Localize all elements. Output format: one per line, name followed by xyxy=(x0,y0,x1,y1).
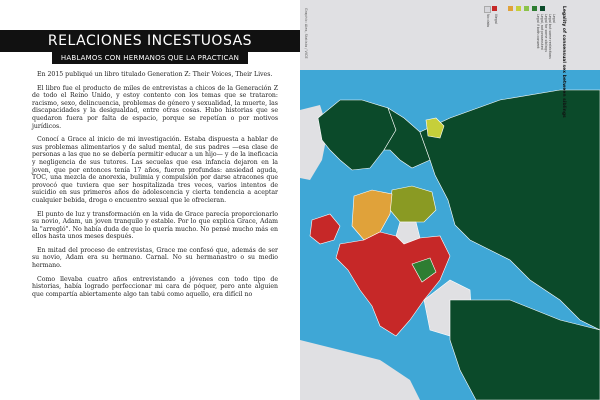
legend-label-some: Legal for some siblings xyxy=(544,14,548,52)
legend-swatch-nodata xyxy=(484,6,491,13)
article-title: RELACIONES INCESTUOSAS xyxy=(0,30,300,52)
paragraph-1: En 2015 publiqué un libro titulado Generation Z: Their Voices, Their Lives. xyxy=(37,71,273,78)
map-credit: Graphic: Alex, Statista / VICE xyxy=(304,8,308,59)
paragraph-6: Como llevaba cuatro años entrevistando a jóvenes con todo tipo de historias, había logrado perfeccionar mi cara de póquer, pero ante alguien que compartía abiertamente algo tan tabú como aquello, era difícil no xyxy=(32,275,278,298)
legend-swatch-not-prosecuted xyxy=(516,6,521,11)
legend-label-illegal: Illegal xyxy=(494,14,498,24)
paragraph-2: El libro fue el producto de miles de entrevistas a chicos de la Generación Z de todo el Reino Unido, y estoy contento con los temas que se trataron: racismo, sexo, delincuencia, problemas de género y sexualidad, la muerte, las discapacidades y la desigualdad, entre otras cosas. Hubo historias que se quedaron fuera por falta de espacio, porque se repetían o por motivos jurídicos. xyxy=(32,84,278,130)
legend-swatch-illegal xyxy=(492,6,497,11)
map-legend xyxy=(482,6,594,118)
legend-title: Legality of consensual sex between siblings xyxy=(561,6,566,118)
legend-swatch-restrictions xyxy=(532,6,537,11)
legend-swatch-consent xyxy=(508,6,513,11)
legend-swatch-legal xyxy=(540,6,545,11)
paragraph-4: El punto de luz y transformación en la vida de Grace parecía proporcionarlo su novio, Adam, un joven tranquilo y estable. Por lo que explica Grace, Adam la "arregló". No había duda de que lo quería mucho. No pensé mucho más en ellos hasta unos meses después. xyxy=(32,210,278,241)
country-olive xyxy=(390,186,436,222)
legend-label-restrictions: Legal but some restrictions xyxy=(548,14,552,59)
legend-label-nodata: No data xyxy=(486,14,490,27)
legend-label-not-prosecuted: Legal, not prosecuted xyxy=(540,14,544,50)
paragraph-3: Conocí a Grace al inicio de mi investigación. Estaba dispuesta a hablar de sus problemas alimentarios y de salud mental, de sus padres —esa clase de personas a las que no se debería permitir educar a un hijo— y de la ineficacia y negligencia de sus tutores. Las secuelas que esa infancia dejaron en la joven, que por entonces tenía 17 años, fueron profundas: ansiedad aguda, TOC, una mezcla de anorexia, bulimia y compulsión por darse atracones que provocó que tuviera que ser hospitalizada tres veces, varios intentos de suicidio en sus primeros años de adolescencia y cierta tendencia a aceptar cualquier bebida, droga o encuentro sexual que le ofrecieran. xyxy=(32,136,278,204)
legend-label-legal: Legal xyxy=(552,14,556,23)
article-subtitle: HABLAMOS CON HERMANOS QUE LA PRACTICAN xyxy=(52,52,248,64)
legend-swatch-some xyxy=(524,6,529,11)
legend-label-consent: Legal if both consent xyxy=(536,14,540,49)
article-body xyxy=(32,71,278,304)
paragraph-5: En mitad del proceso de entrevistas, Grace me confesó que, además de ser su novio, Adam era su hermano. Carnal. No su hermanastro o su medio hermano. xyxy=(32,246,278,270)
